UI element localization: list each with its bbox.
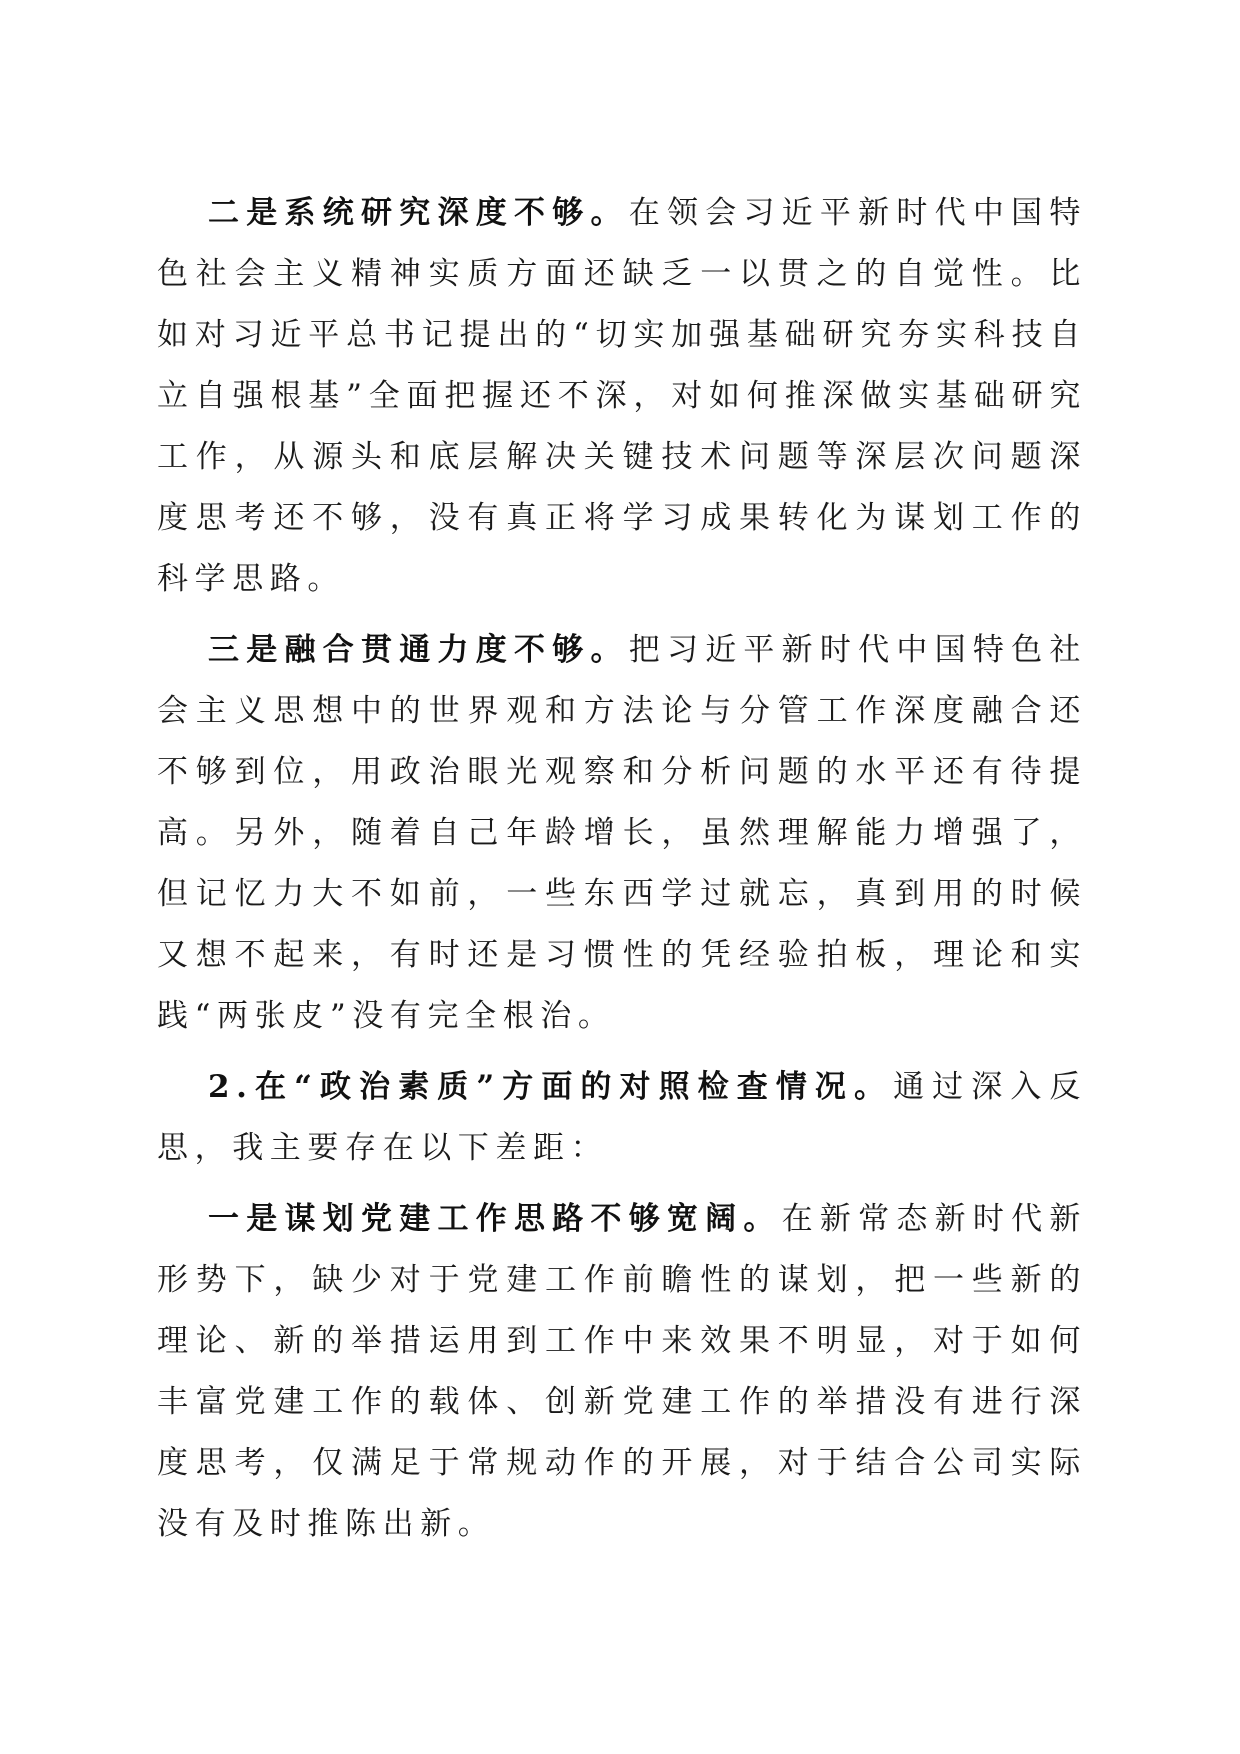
paragraph-heading: 2.在“政治素质”方面的对照检查情况。 [208, 1069, 894, 1105]
paragraph-text: 把习近平新时代中国特色社会主义思想中的世界观和方法论与分管工作深度融合还不够到位，用政治眼光观察和分析问题的水平还有待提高。另外，随着自己年龄增长，虽然理解能力增强了，但记忆力大不如前，一些东西学过就忘，真到用的时候又想不起来，有时还是习惯性的凭经验拍板，理论和实践“两张皮”没有完全根治。 [157, 632, 1087, 1034]
paragraph-political-quality [157, 1057, 1087, 1179]
paragraph-text: 在领会习近平新时代中国特色社会主义精神实质方面还缺乏一以贯之的自觉性。比如对习近平总书记提出的“切实加强基础研究夯实科技自立自强根基”全面把握还不深，对如何推深做实基础研究工作，从源头和底层解决关键技术问题等深层次问题深度思考还不够，没有真正将学习成果转化为谋划工作的科学思路。 [157, 195, 1087, 597]
paragraph-research-depth [157, 183, 1087, 610]
paragraph-heading: 三是融合贯通力度不够。 [208, 632, 629, 668]
paragraph-text: 通过深入反思，我主要存在以下差距： [157, 1069, 1087, 1166]
paragraph-party-building [157, 1189, 1087, 1555]
paragraph-integration-strength [157, 620, 1087, 1047]
document-body [157, 183, 1087, 1565]
paragraph-heading: 一是谋划党建工作思路不够宽阔。 [208, 1201, 782, 1237]
paragraph-text: 在新常态新时代新形势下，缺少对于党建工作前瞻性的谋划，把一些新的理论、新的举措运用到工作中来效果不明显，对于如何丰富党建工作的载体、创新党建工作的举措没有进行深度思考，仅满足于常规动作的开展，对于结合公司实际没有及时推陈出新。 [157, 1201, 1087, 1542]
paragraph-heading: 二是系统研究深度不够。 [208, 195, 629, 231]
